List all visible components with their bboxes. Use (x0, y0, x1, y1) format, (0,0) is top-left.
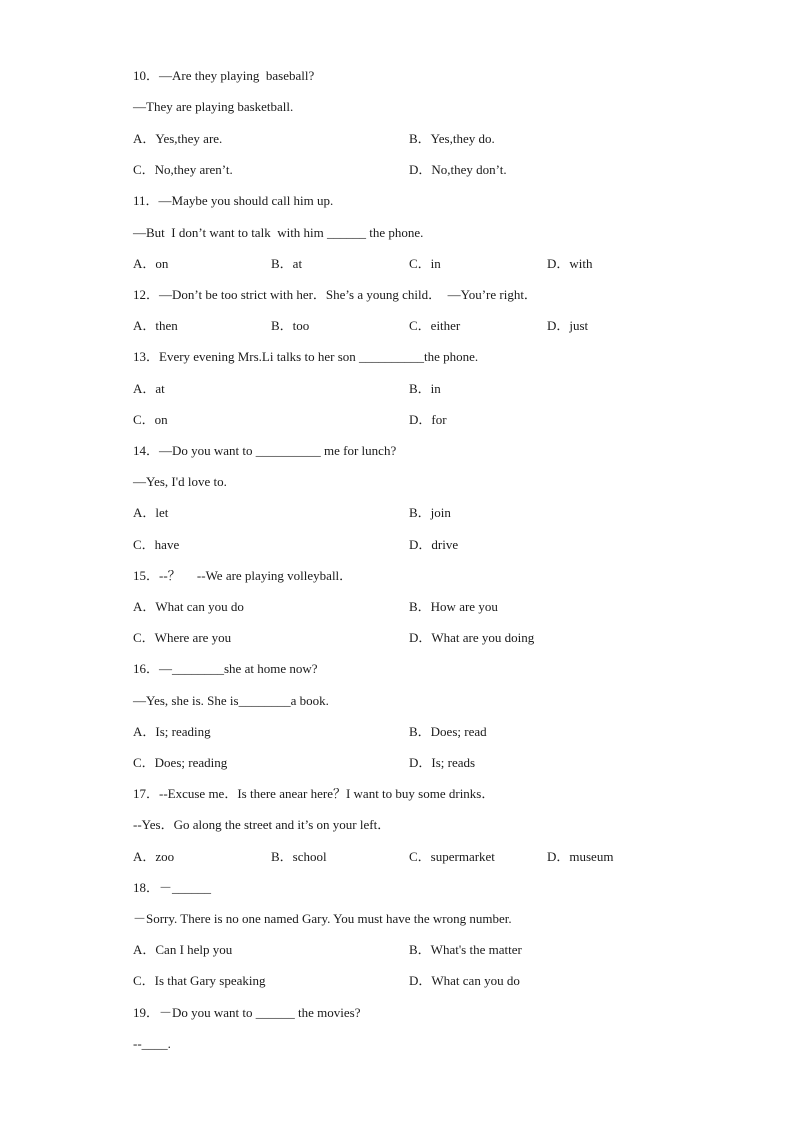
question-16-answer: —Yes, she is. She is________a book. (133, 693, 329, 708)
q16-option-a: A．Is; reading (133, 724, 211, 739)
question-18-answer: －Sorry. There is no one named Gary. You must have the wrong number. (133, 911, 512, 926)
q17-option-d: D．museum (547, 849, 614, 864)
question-18-stem: 18．－______ (133, 880, 212, 895)
q14-option-b: B．join (409, 505, 451, 520)
q16-option-d: D．Is; reads (409, 755, 476, 770)
question-14-stem: 14．—Do you want to __________ me for lunch? (133, 443, 397, 458)
q11-option-d: D．with (547, 256, 593, 271)
q13-option-c: C．on (133, 412, 168, 427)
q18-option-d: D．What can you do (409, 973, 520, 988)
question-19-stem: 19．－Do you want to ______ the movies? (133, 1005, 361, 1020)
q18-option-c: C．Is that Gary speaking (133, 973, 266, 988)
q11-option-b: B．at (271, 256, 303, 271)
q18-option-b: B．What's the matter (409, 942, 522, 957)
q12-option-b: B．too (271, 318, 310, 333)
question-16-stem: 16．—________she at home now? (133, 661, 318, 676)
q10-option-c: C．No,they aren’t. (133, 162, 233, 177)
q10-option-b: B．Yes,they do. (409, 131, 495, 146)
q15-option-d: D．What are you doing (409, 630, 535, 645)
q17-option-a: A．zoo (133, 849, 175, 864)
question-13-stem: 13．Every evening Mrs.Li talks to her son __________the phone. (133, 349, 479, 364)
question-10-stem: 10．—Are they playing baseball? (133, 68, 315, 83)
q10-option-a: A．Yes,they are. (133, 131, 223, 146)
q17-option-b: B．school (271, 849, 327, 864)
q17-option-c: C．supermarket (409, 849, 495, 864)
question-11-stem: 11．—Maybe you should call him up. (133, 193, 334, 208)
question-19-answer: --____. (133, 1036, 171, 1051)
q13-option-a: A．at (133, 381, 165, 396)
q13-option-d: D．for (409, 412, 447, 427)
q14-option-c: C．have (133, 537, 180, 552)
question-15-stem: 15．--？ --We are playing volleyball． (133, 568, 353, 583)
q12-option-d: D．just (547, 318, 589, 333)
q16-option-b: B．Does; read (409, 724, 487, 739)
q12-option-a: A．then (133, 318, 178, 333)
q16-option-c: C．Does; reading (133, 755, 228, 770)
q18-option-a: A．Can I help you (133, 942, 233, 957)
question-17-stem: 17．--Excuse me．Is there anear here？I want to buy some drinks． (133, 786, 495, 801)
question-11-answer: —But I don’t want to talk with him ______ the phone. (133, 225, 424, 240)
q13-option-b: B．in (409, 381, 441, 396)
q15-option-c: C．Where are you (133, 630, 232, 645)
q14-option-d: D．drive (409, 537, 459, 552)
question-14-answer: —Yes, I'd love to. (133, 474, 227, 489)
q11-option-c: C．in (409, 256, 441, 271)
question-12-stem: 12．—Don’t be too strict with her．She’s a young child． —You’re right． (133, 287, 537, 302)
question-17-answer: --Yes．Go along the street and it’s on your left． (133, 817, 391, 832)
question-10-answer: —They are playing basketball. (133, 99, 294, 114)
q15-option-b: B．How are you (409, 599, 498, 614)
q11-option-a: A．on (133, 256, 169, 271)
q12-option-c: C．either (409, 318, 461, 333)
q10-option-d: D．No,they don’t. (409, 162, 507, 177)
q14-option-a: A．let (133, 505, 169, 520)
q15-option-a: A．What can you do (133, 599, 244, 614)
